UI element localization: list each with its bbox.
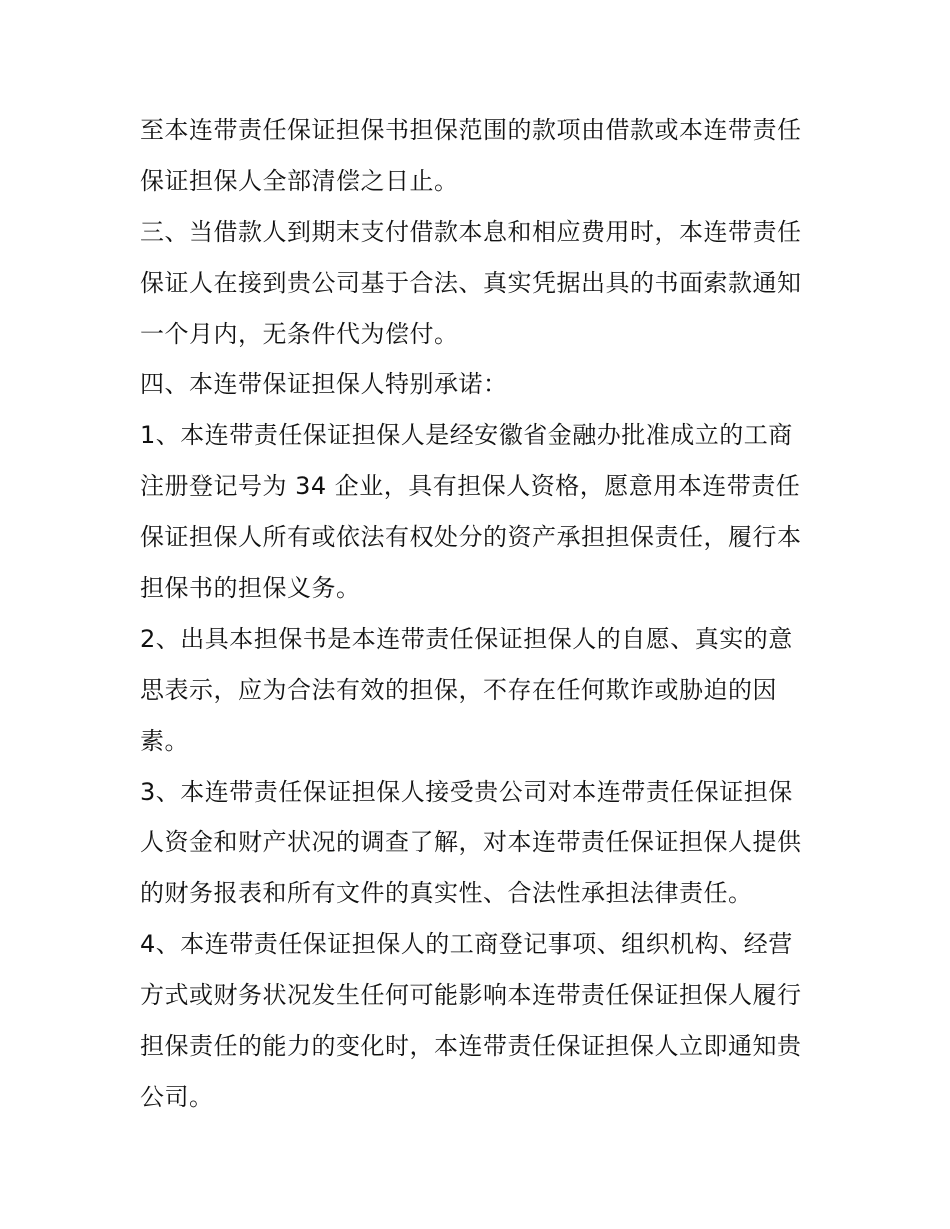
text-line: 至本连带责任保证担保书担保范围的款项由借款或本连带责任 <box>140 116 802 144</box>
text-line: 方式或财务状况发生任何可能影响本连带责任保证担保人履行 <box>140 981 802 1010</box>
text-line: 四、本连带保证担保人特别承诺： <box>140 370 508 399</box>
text-line: 4、本连带责任保证担保人的工商登记事项、组织机构、经营 <box>140 930 793 959</box>
text-line: 保证担保人所有或依法有权处分的资产承担担保责任，履行本 <box>140 523 802 552</box>
text-line: 担保书的担保义务。 <box>140 574 361 603</box>
text-line: 思表示，应为合法有效的担保，不存在任何欺诈或胁迫的因 <box>140 675 777 704</box>
text-line: 3、本连带责任保证担保人接受贵公司对本连带责任保证担保 <box>140 777 793 806</box>
text-line: 保证人在接到贵公司基于合法、真实凭据出具的书面索款通知 <box>140 268 802 297</box>
text-line: 保证担保人全部清偿之日止。 <box>140 166 459 195</box>
text-line: 2、出具本担保书是本连带责任保证担保人的自愿、真实的意 <box>140 624 793 653</box>
text-line: 一个月内，无条件代为偿付。 <box>140 319 459 348</box>
text-line: 的财务报表和所有文件的真实性、合法性承担法律责任。 <box>140 879 753 908</box>
text-line: 素。 <box>140 726 189 755</box>
text-line: 担保责任的能力的变化时，本连带责任保证担保人立即通知贵 <box>140 1032 802 1061</box>
text-line: 公司。 <box>140 1082 214 1111</box>
document-body <box>140 105 830 1123</box>
text-line: 三、当借款人到期末支付借款本息和相应费用时，本连带责任 <box>140 217 802 246</box>
text-line: 1、本连带责任保证担保人是经安徽省金融办批准成立的工商 <box>140 421 793 450</box>
text-line: 注册登记号为 34 企业，具有担保人资格，愿意用本连带责任 <box>140 472 801 501</box>
text-line: 人资金和财产状况的调查了解，对本连带责任保证担保人提供 <box>140 828 802 857</box>
